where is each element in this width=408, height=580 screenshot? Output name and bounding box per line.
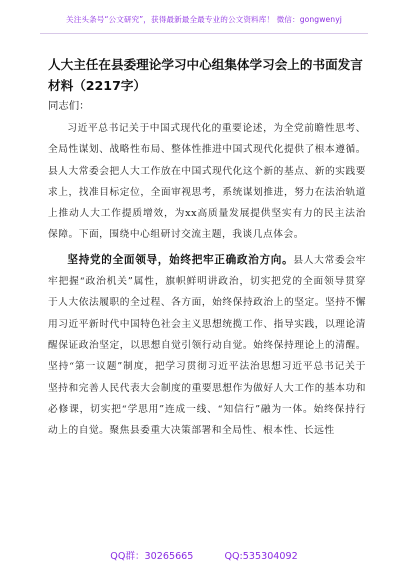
qq-group: QQ群：30265665 xyxy=(110,551,194,562)
salutation: 同志们： xyxy=(48,100,90,112)
header-divider xyxy=(40,33,368,34)
paragraph-text: 县人大常委会牢牢把握“政治机关”属性，旗帜鲜明讲政治，切实把党的全面领导贯穿于人大依法履职的全过程、各方面，始终保持政治上的坚定。坚持不懈用习近平新时代中国特色社会主义思想统揽工作、指导实践，以理论清醒保证政治坚定，以思想自觉引领行动自觉。始终保持理论上的清醒。坚持“第一议题”制度，把学习贯彻习近平法治思想习近平总书记关于坚持和完善人民代表大会制度的重要思想作为做好人大工作的基本功和必修课，切实把“学思用”连成一线、“知信行”融为一体。始终保持行动上的自觉。聚焦县委重大决策部署和全局性、根本性、长远性 xyxy=(48,254,366,437)
paragraph-intro: 习近平总书记关于中国式现代化的重要论述，为全党前瞻性思考、全局性谋划、战略性布局、整体性推进中国式现代化提供了根本遵循。县人大常委会把人大工作放在中国式现代化这个新的基点、新的实践要求上，找准目标定位，全面审视思考，系统谋划推进，努力在法治轨道上推动人大工作提质增效，为xx高质量发展提供坚实有力的民主法治保障。下面，围绕中心组研讨交流主题，我谈几点体会。 xyxy=(48,123,366,241)
paragraph-heading: 坚持党的全面领导，始终把牢正确政治方向。 xyxy=(67,253,294,266)
promo-header: 关注头条号“公文研究”，获得最新最全最专业的公文资料库！ 微信：gongwenyj xyxy=(66,15,342,24)
qq-number: QQ:535304092 xyxy=(224,551,298,562)
contact-footer xyxy=(0,548,408,562)
document-body xyxy=(48,118,366,441)
document-title: 人大主任在县委理论学习中心组集体学习会上的书面发言材料（2217字） xyxy=(48,57,363,93)
paragraph-party-leadership xyxy=(48,250,366,442)
